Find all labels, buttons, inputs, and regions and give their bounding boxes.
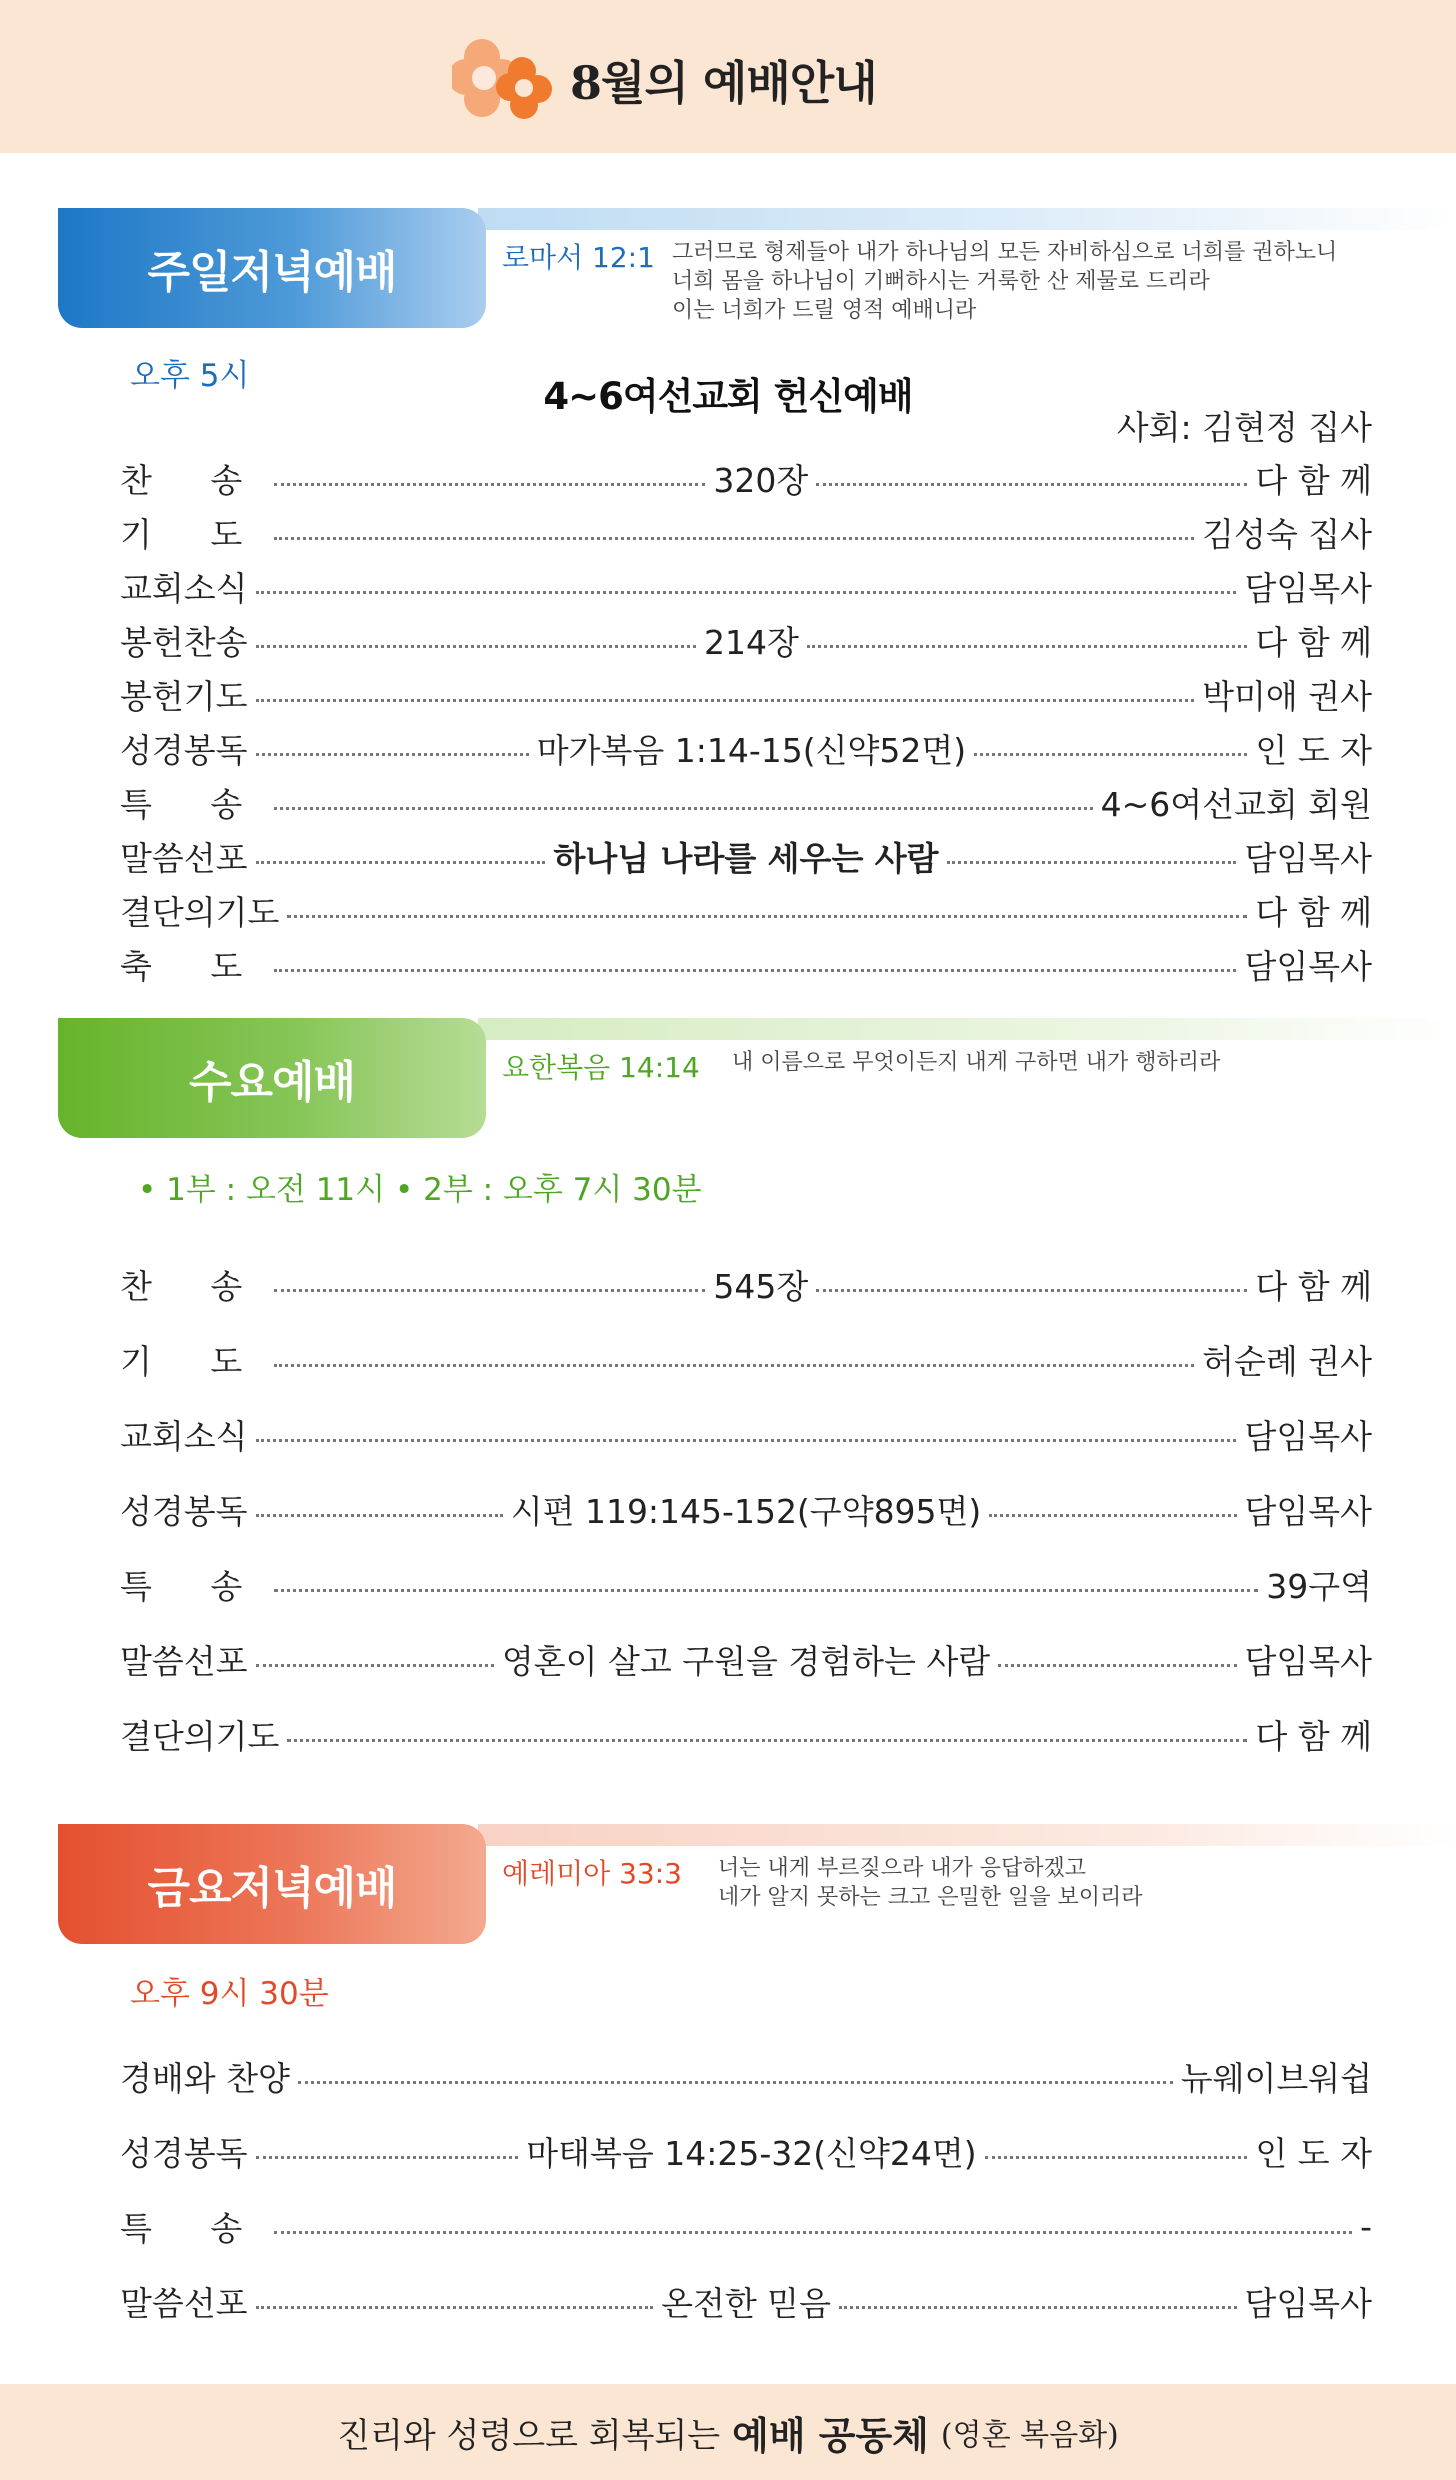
verse-line: 너는 내게 부르짖으라 내가 응답하겠고 (718, 1856, 1087, 1881)
order-item-detail: 545장 (713, 1266, 809, 1306)
dotted-leader (256, 2306, 654, 2309)
order-item-person: 다 함 께 (1255, 1716, 1372, 1756)
order-item-label: 결단의기도 (120, 1716, 280, 1756)
dotted-leader (985, 2156, 1248, 2159)
sunday-section-banner (58, 208, 1456, 328)
friday-verse-ref: 예레미아 33:3 (502, 1857, 682, 1890)
order-item-label: 봉헌기도 (120, 676, 248, 716)
order-item-detail: 320장 (713, 460, 809, 500)
wednesday-verse-text (732, 1048, 1220, 1077)
dotted-leader (256, 2156, 519, 2159)
order-item-person: 담임목사 (1244, 1491, 1373, 1531)
header-bar (0, 0, 1456, 153)
verse-line: 이는 너희가 드릴 영적 예배니라 (672, 298, 977, 323)
order-row (120, 1710, 1372, 1758)
footer-bar (0, 2384, 1456, 2480)
order-item-person: 담임목사 (1244, 838, 1372, 878)
header-title-group (452, 40, 877, 120)
footer-note: (영혼 복음화) (940, 2418, 1119, 2453)
order-row (120, 724, 1372, 772)
order-item-person: 4~6여선교회 회원 (1100, 784, 1372, 824)
dotted-leader (287, 915, 1247, 918)
order-item-person: 39구역 (1266, 1566, 1372, 1606)
verse-line: 네가 알지 못하는 크고 은밀한 일을 보이리라 (718, 1885, 1143, 1910)
wednesday-section-banner (58, 1018, 1456, 1138)
flower-logo-icon (452, 35, 560, 125)
dotted-leader (287, 1739, 1247, 1742)
order-row (120, 2277, 1372, 2325)
dotted-leader (274, 2231, 1352, 2234)
order-item-person: 인 도 자 (1255, 730, 1372, 770)
wednesday-service-label: 수요예배 (58, 1018, 486, 1138)
verse-line: 내 이름으로 무엇이든지 내게 구하면 내가 행하리라 (732, 1050, 1221, 1075)
order-item-label: 특 송 (120, 784, 267, 824)
dotted-leader (274, 1364, 1194, 1367)
dotted-leader (274, 1589, 1258, 1592)
order-item-label: 경배와 찬양 (120, 2058, 290, 2098)
order-item-person: 뉴웨이브워쉽 (1180, 2058, 1372, 2098)
dotted-leader (256, 1439, 1237, 1442)
order-item-detail: 시편 119:145-152(구약895면) (510, 1491, 982, 1531)
sunday-verse-ref: 로마서 12:1 (502, 241, 655, 274)
dotted-leader (998, 1664, 1236, 1667)
order-row (120, 1560, 1372, 1608)
order-row (120, 1260, 1372, 1308)
wednesday-verse-ref: 요한복음 14:14 (502, 1051, 700, 1084)
dotted-leader (298, 2081, 1173, 2084)
order-item-person: 담임목사 (1244, 1416, 1372, 1456)
order-item-person: 담임목사 (1244, 568, 1372, 608)
dotted-leader (274, 537, 1194, 540)
order-row (120, 778, 1372, 826)
order-item-person: 다 함 께 (1255, 1266, 1372, 1306)
order-row (120, 1485, 1372, 1533)
dotted-leader (839, 2306, 1237, 2309)
order-row (120, 832, 1372, 880)
order-item-detail: 영혼이 살고 구원을 경험하는 사람 (501, 1641, 991, 1681)
order-row (120, 1335, 1372, 1383)
dotted-leader (274, 807, 1092, 810)
order-row (120, 562, 1372, 610)
order-item-label: 특 송 (120, 1566, 267, 1606)
order-row (120, 454, 1372, 502)
dotted-leader (256, 645, 697, 648)
order-item-detail: 214장 (704, 622, 799, 662)
order-item-person: 다 함 께 (1255, 892, 1372, 932)
order-item-label: 말씀선포 (120, 2283, 248, 2323)
order-item-label: 축 도 (120, 946, 267, 986)
order-item-label: 성경봉독 (120, 2133, 248, 2173)
dotted-leader (256, 861, 546, 864)
order-item-label: 봉헌찬송 (120, 622, 248, 662)
dotted-leader (274, 969, 1236, 972)
wednesday-time: • 1부 : 오전 11시 • 2부 : 오후 7시 30분 (138, 1172, 702, 1208)
wednesday-banner-stripe (478, 1018, 1456, 1040)
dotted-leader (256, 1664, 494, 1667)
sunday-time: 오후 5시 (130, 358, 250, 394)
dotted-leader (256, 753, 529, 756)
dotted-leader (256, 1514, 503, 1517)
order-item-label: 기 도 (120, 514, 267, 554)
order-item-label: 특 송 (120, 2208, 267, 2248)
order-item-person: 김성숙 집사 (1202, 514, 1372, 554)
order-item-label: 결단의기도 (120, 892, 280, 932)
order-row (120, 886, 1372, 934)
order-row (120, 670, 1372, 718)
order-item-detail: 하나님 나라를 세우는 사람 (553, 838, 939, 878)
order-item-person: 다 함 께 (1255, 460, 1372, 500)
order-row (120, 2127, 1372, 2175)
dotted-leader (274, 1289, 705, 1292)
dotted-leader (947, 861, 1237, 864)
order-item-label: 찬 송 (120, 1266, 267, 1306)
order-row (120, 508, 1372, 556)
order-item-label: 성경봉독 (120, 1491, 248, 1531)
order-item-detail: 마가복음 1:14-15(신약52면) (536, 730, 967, 770)
order-row (120, 616, 1372, 664)
friday-time: 오후 9시 30분 (130, 1976, 329, 2012)
order-item-detail: 온전한 믿음 (661, 2283, 831, 2323)
dotted-leader (256, 699, 1195, 702)
dotted-leader (816, 1289, 1247, 1292)
dotted-leader (816, 483, 1247, 486)
footer-emphasis: 예배 공동체 (732, 2412, 929, 2458)
order-item-label: 찬 송 (120, 460, 267, 500)
order-item-label: 말씀선포 (120, 1641, 248, 1681)
friday-banner-stripe (478, 1824, 1456, 1846)
order-item-person: 허순례 권사 (1202, 1341, 1372, 1381)
sunday-theme-title: 4~6여선교회 헌신예배 (543, 375, 913, 418)
sunday-verse-text (672, 238, 1337, 325)
dotted-leader (989, 1514, 1236, 1517)
friday-verse-text (718, 1854, 1143, 1912)
dotted-leader (256, 591, 1237, 594)
friday-service-label: 금요저녁예배 (58, 1824, 486, 1944)
order-item-label: 교회소식 (120, 568, 248, 608)
order-item-person: 담임목사 (1244, 946, 1372, 986)
friday-section-banner (58, 1824, 1456, 1944)
dotted-leader (807, 645, 1248, 648)
footer-text: 진리와 성령으로 회복되는 (337, 2415, 721, 2456)
sunday-service-label: 주일저녁예배 (58, 208, 486, 328)
verse-line: 너희 몸을 하나님이 기뻐하시는 거룩한 산 제물로 드리라 (672, 269, 1210, 294)
order-item-person: - (1360, 2206, 1372, 2246)
order-item-person: 담임목사 (1244, 1641, 1373, 1681)
order-row (120, 940, 1372, 988)
dotted-leader (974, 753, 1247, 756)
verse-line: 그러므로 형제들아 내가 하나님의 모든 자비하심으로 너희를 권하노니 (672, 240, 1338, 265)
page-title: 8월의 예배안내 (570, 56, 877, 110)
order-item-person: 인 도 자 (1255, 2133, 1372, 2173)
order-item-label: 말씀선포 (120, 838, 248, 878)
order-row (120, 1410, 1372, 1458)
order-item-label: 기 도 (120, 1341, 267, 1381)
order-item-person: 박미애 권사 (1202, 676, 1372, 716)
dotted-leader (274, 483, 705, 486)
order-item-person: 다 함 께 (1255, 622, 1373, 662)
order-item-label: 성경봉독 (120, 730, 248, 770)
order-row (120, 2202, 1372, 2250)
order-item-label: 교회소식 (120, 1416, 248, 1456)
order-item-person: 담임목사 (1244, 2283, 1373, 2323)
sunday-leader: 사회: 김현정 집사 (1116, 408, 1372, 447)
order-row (120, 1635, 1372, 1683)
order-row (120, 2052, 1372, 2100)
order-item-detail: 마태복음 14:25-32(신약24면) (526, 2133, 977, 2173)
sunday-banner-stripe (478, 208, 1456, 230)
